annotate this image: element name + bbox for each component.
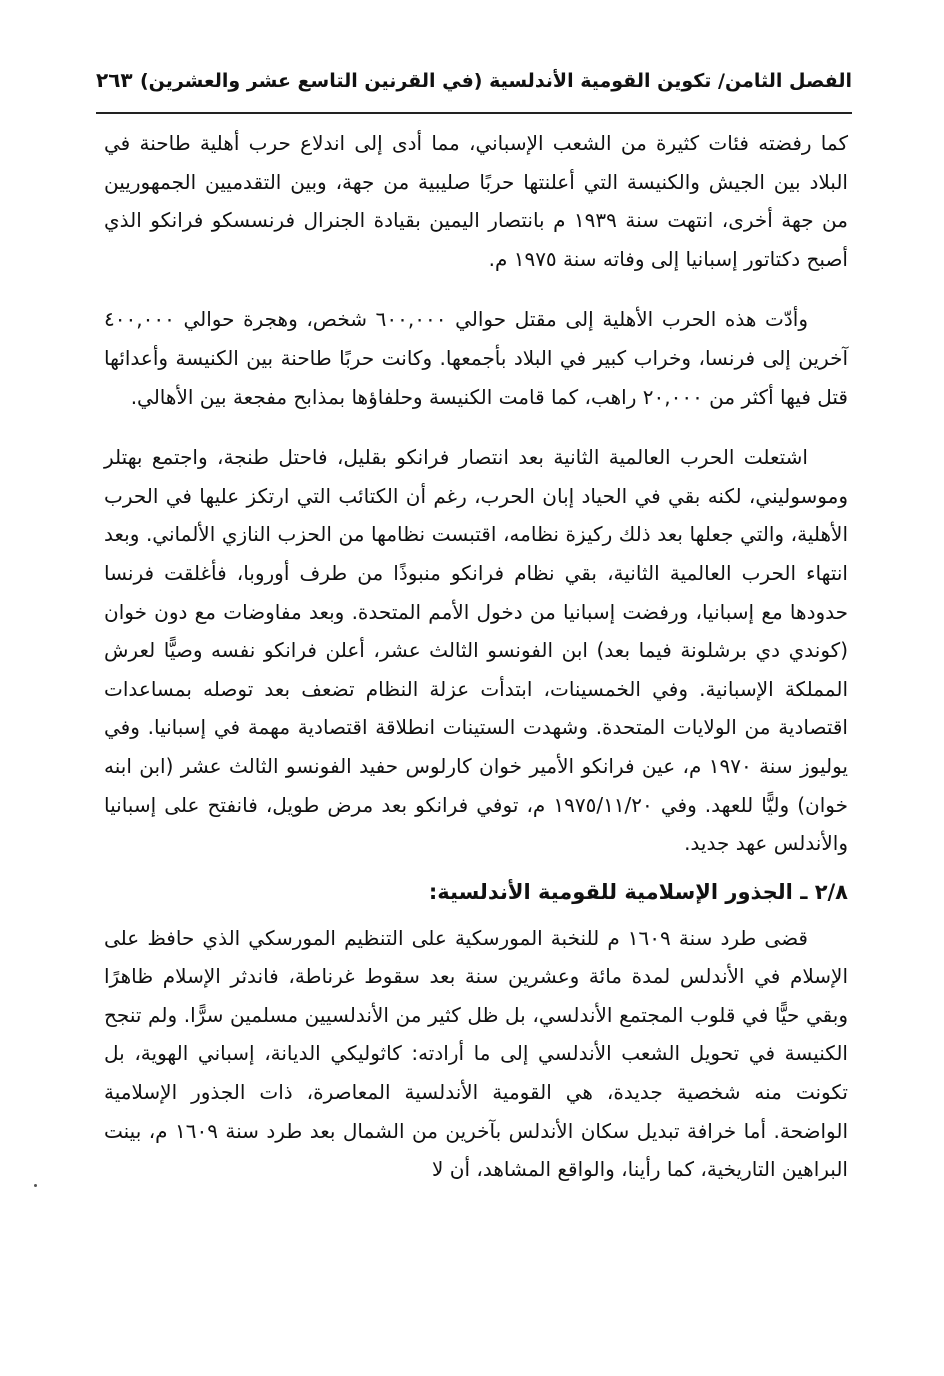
running-header [96,64,852,110]
chapter-title: الفصل الثامن/ تكوين القومية الأندلسية (في القرنين التاسع عشر والعشرين) [139,70,852,92]
paragraph-gap [104,416,848,438]
paragraph-civil-war-outbreak: كما رفضته فئات كثيرة من الشعب الإسباني، مما أدى إلى اندلاع حرب أهلية طاحنة في البلاد بين الجيش والكنيسة التي أعلنتها حربًا صليبية من جهة، وبين التقدميين الجمهوريين من جهة أخرى، انتهت سنة ١٩٣٩ م بانتصار اليمين بقيادة الجنرال فرنسسكو فرانكو الذي أصبح دكتاتور إسبانيا إلى وفاته سنة ١٩٧٥ م. [104,131,848,271]
page-body [104,124,848,1189]
section-heading: ٢/٨ ـ الجذور الإسلامية للقومية الأندلسية: [428,879,848,904]
page-number: ٢٦٣ [96,68,133,92]
paragraph-civil-war-casualties: وأدّت هذه الحرب الأهلية إلى مقتل حوالي ٦٠٠,٠٠٠ شخص، وهجرة حوالي ٤٠٠,٠٠٠ آخرين إلى فرنسا، وخراب كبير في البلاد بأجمعها. وكانت حربًا طاحنة بين الكنيسة وأعدائها قتل فيها أكثر من ٢٠,٠٠٠ راهب، كما قامت الكنيسة وحلفاؤها بمذابح مفجعة بين الأهالي. [104,307,848,409]
paragraph-gap [104,278,848,300]
paragraph-islamic-roots: قضى طرد سنة ١٦٠٩ م للنخبة المورسكية على التنظيم المورسكي الذي حافظ على الإسلام في الأندلس لمدة مائة وعشرين سنة بعد سقوط غرناطة، فاندثر الإسلام ظاهرًا وبقي حيًّا في قلوب المجتمع الأندلسي، بل ظل كثير من الأندلسيين مسلمين سرًّا. ولم تنجح الكنيسة في تحويل الشعب الأندلسي إلى ما أرادته: كاثوليكي الديانة، إسباني الهوية، بل تكونت منه شخصية جديدة، هي القومية الأندلسية المعاصرة، ذات الجذور الإسلامية الواضحة. أما خرافة تبديل سكان الأندلس بآخرين من الشمال بعد طرد سنة ١٦٠٩ م، بينت البراهين التاريخية، كما رأينا، والواقع المشاهد، أن لا [104,925,849,1182]
scan-speck [34,1184,37,1187]
paragraph-franco-era: اشتعلت الحرب العالمية الثانية بعد انتصار فرانكو بقليل، فاحتل طنجة، واجتمع بهتلر وموسوليني، لكنه بقي في الحياد إبان الحرب، رغم أن الكتائب التي ارتكز عليها في الحرب الأهلية، والتي جعلها بعد ذلك ركيزة نظامه، اقتبست نظامها من الحزب النازي الألماني. وبعد انتهاء الحرب العالمية الثانية، بقي نظام فرانكو منبوذًا من طرف أوروبا، فأغلقت فرنسا حدودها مع إسبانيا، ورفضت إسبانيا من دخول الأمم المتحدة. وبعد مفاوضات مع دون خوان (كوندي دي برشلونة فيما بعد) ابن الفونسو الثالث عشر، أعلن فرانكو نفسه وصيًّا لعرش المملكة الإسبانية. وفي الخمسينات، ابتدأت عزلة النظام تضعف بعد توصله بمساعدات اقتصادية من الولايات المتحدة. وشهدت الستينات انطلاقة اقتصادية مهمة في إسبانيا. وفي يوليوز سنة ١٩٧٠ م، عين فرانكو الأمير خوان كارلوس حفيد الفونسو الثالث عشر (ابن ابنه خوان) وليًّا للعهد. وفي ١٩٧٥/١١/٢٠ م، توفي فرانكو بعد مرض طويل، فانفتح على إسبانيا والأندلس عهد جديد. [104,445,849,856]
header-divider [96,112,852,114]
